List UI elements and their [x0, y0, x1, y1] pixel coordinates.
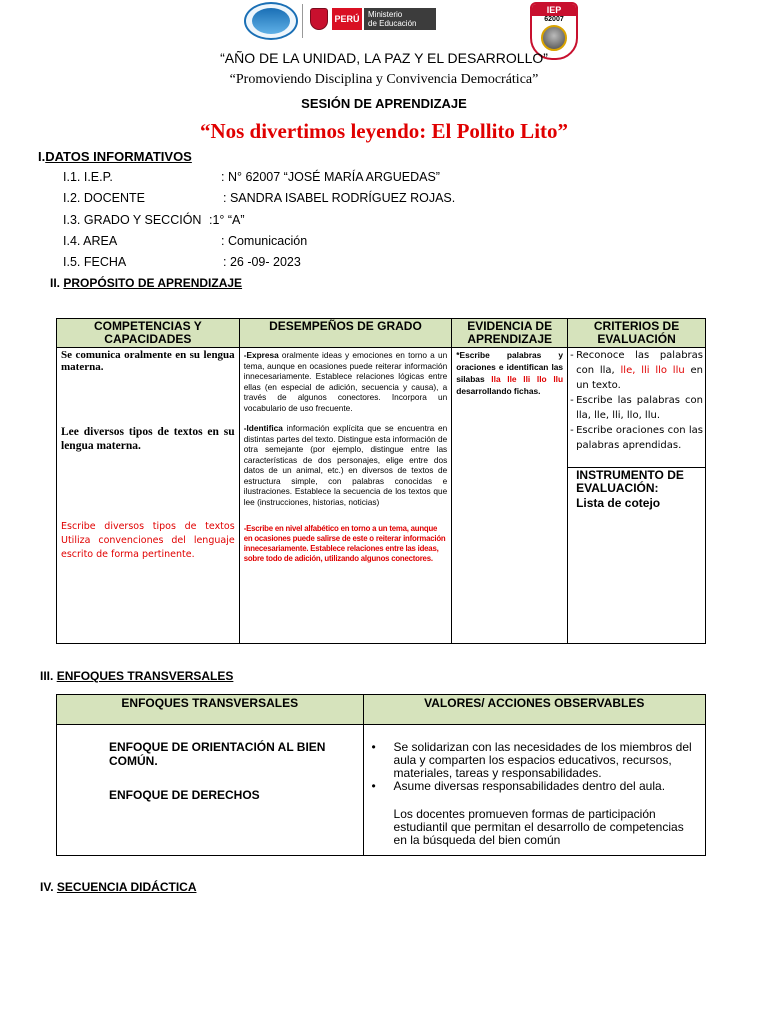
iep-label: IEP: [532, 4, 576, 16]
evidencia-pre: *Escribe palabras y oraciones e identifican las silabas: [456, 350, 564, 384]
session-title: “Nos divertimos leyendo: El Pollito Lito”: [199, 119, 569, 143]
criterio-item: - Escribe las palabras con lla, lle, lli, llo, llu.: [570, 395, 703, 421]
enfoques-heading-num: III.: [40, 669, 54, 683]
info-label: I.5. FECHA: [63, 255, 127, 269]
desempeno-expresa: [240, 348, 452, 415]
enfoques-cell: [57, 725, 364, 856]
enfoque-bien-comun: ENFOQUE DE ORIENTACIÓN AL BIEN COMÚN.: [109, 740, 326, 768]
proposito-table: [56, 318, 706, 644]
bullet-icon: •: [371, 779, 376, 793]
desempeno-text: información explícita que se encuentra en distintas partes del texto. Distingue esta información de otra semejante (por ejemplo, distingue entre las características de dos personajes, elige entre dos datos de un animal, etc.) en diversos de textos de estructura simple, con palabras conocidas e ilustraciones. Establece la secuencia de los textos que lee (instrucciones, historias, noticias): [243, 423, 448, 507]
criterio-text: en un texto.: [576, 365, 703, 391]
ministerio-line-2: de Educación: [368, 19, 417, 28]
datos-heading-num: I.: [38, 149, 46, 164]
desempenos-cell: [239, 348, 452, 644]
enfoques-heading: [40, 669, 233, 683]
peru-label: PERÚ: [332, 8, 362, 30]
info-value: : SANDRA ISABEL RODRÍGUEZ ROJAS.: [223, 191, 456, 205]
proposito-heading-num: II.: [50, 276, 61, 290]
evidencia-post: desarrollando fichas.: [456, 386, 541, 396]
header-evidencia: EVIDENCIA DE APRENDIZAJE: [452, 319, 568, 348]
criterio-text: Escribe las palabras con lla, lle, lli, llo, llu.: [576, 395, 703, 421]
info-value: : 26 -09- 2023: [223, 255, 301, 269]
evidencia-text: [452, 348, 567, 398]
valor-text: Los docentes promueven formas de participación estudiantil que permitan el desarrollo de competencias en la búsqueda del bien común: [393, 807, 684, 847]
iep-number: 62007: [544, 16, 564, 23]
datos-heading-text: DATOS INFORMATIVOS: [45, 149, 192, 164]
ministerio-logo: [364, 8, 436, 30]
header-desempenos: DESEMPEÑOS DE GRADO: [239, 319, 452, 348]
competencia-lectura: Lee diversos tipos de textos en su lengua materna.: [61, 426, 235, 452]
info-label: I.1. I.E.P.: [63, 170, 113, 184]
document-type: SESIÓN DE APRENDIZAJE: [301, 96, 467, 111]
competencia-oral: Se comunica oralmente en su lengua materna.: [61, 349, 235, 373]
valor-text: Asume diversas responsabilidades dentro del aula.: [393, 779, 666, 793]
enfoques-table: [56, 694, 706, 856]
desempeno-text: oralmente ideas y emociones en torno a un tema, aunque en ocasiones puede reiterar información innecesariamente. Establece relaciones lógicas entre ellas (en especial de adición, secuencia y causa), a través de algunos conectores. Incorpora un vocabulario de uso frecuente.: [243, 350, 448, 413]
valor-item: [370, 808, 695, 847]
header-valores: VALORES/ ACCIONES OBSERVABLES: [363, 695, 705, 725]
enfoques-heading-text: ENFOQUES TRANSVERSALES: [56, 669, 234, 683]
info-label: I.2. DOCENTE: [63, 191, 145, 205]
valores-cell: [363, 725, 705, 856]
info-label: I.4. AREA: [63, 234, 118, 248]
portrait-icon: [541, 25, 567, 51]
criterio-item: - Reconoce las palabras con lla, lle, lli llo llu en un texto.: [570, 350, 703, 391]
valor-item: [370, 780, 695, 793]
school-motto: “Promoviendo Disciplina y Convivencia Democrática”: [229, 72, 539, 87]
competencias-cell: [57, 348, 240, 644]
info-label: I.3. GRADO Y SECCIÓN: [63, 213, 202, 227]
header-competencias: COMPETENCIAS Y CAPACIDADES: [57, 319, 240, 348]
competencia-escritura: Escribe diversos tipos de textos Utiliza convenciones del lenguaje escrito de forma pertinente.: [61, 521, 235, 560]
valores-list: [364, 725, 705, 847]
ministerio-line-1: Ministerio: [368, 10, 403, 19]
criterios-list: [568, 348, 705, 453]
bullet-icon: •: [371, 740, 376, 754]
criterios-cell: [568, 348, 706, 468]
valor-item: [370, 741, 695, 780]
criterio-text: Reconoce las palabras con lla,: [576, 350, 703, 376]
desempeno-verb: -Expresa: [243, 350, 279, 360]
info-value: :1° “A”: [209, 213, 245, 227]
logo-divider: [302, 4, 303, 38]
instrumento-label: INSTRUMENTO DE EVALUACIÓN:: [576, 468, 684, 495]
educacion-campaign-logo: [244, 2, 298, 40]
info-value: : Comunicación: [221, 234, 308, 248]
proposito-heading-text: PROPÓSITO DE APRENDIZAJE: [63, 276, 243, 290]
desempeno-verb: -Identifica: [243, 423, 283, 433]
instrumento-value: Lista de cotejo: [576, 496, 661, 510]
proposito-heading: [50, 276, 242, 290]
datos-heading: [38, 149, 192, 164]
enfoque-derechos: ENFOQUE DE DERECHOS: [109, 788, 260, 802]
desempeno-identifica: [240, 421, 452, 509]
header-criterios: CRITERIOS DE EVALUACIÓN: [568, 319, 706, 348]
header-enfoques: ENFOQUES TRANSVERSALES: [57, 695, 364, 725]
instrumento-cell: [568, 468, 706, 644]
criterio-text: Escribe oraciones con las palabras aprendidas.: [576, 425, 703, 451]
desempeno-escribe: -Escribe en nivel alfabético en torno a un tema, aunque en ocasiones puede salirse de este o reiterar información innecesariamente. Establece relaciones entre las ideas, sobre todo de adición, utilizando algunos conectores.: [243, 524, 446, 563]
evidencia-cell: [452, 348, 568, 644]
secuencia-heading-num: IV.: [40, 880, 54, 894]
year-motto: “AÑO DE LA UNIDAD, LA PAZ Y EL DESARROLLO”: [220, 50, 548, 66]
info-value: : N° 62007 “JOSÉ MARÍA ARGUEDAS”: [221, 170, 440, 184]
evidencia-silabas: lla lle lli llo llu: [491, 374, 564, 384]
peru-coat-of-arms-icon: [310, 8, 328, 30]
secuencia-heading-text: SECUENCIA DIDÁCTICA: [56, 880, 197, 894]
secuencia-heading: [40, 880, 196, 894]
criterio-red-text: lle, lli llo llu: [620, 365, 685, 376]
criterio-item: - Escribe oraciones con las palabras aprendidas.: [570, 425, 703, 451]
valor-text: Se solidarizan con las necesidades de los miembros del aula y comparten los espacios educativos, recursos, materiales, tareas y responsabilidades.: [393, 740, 692, 780]
